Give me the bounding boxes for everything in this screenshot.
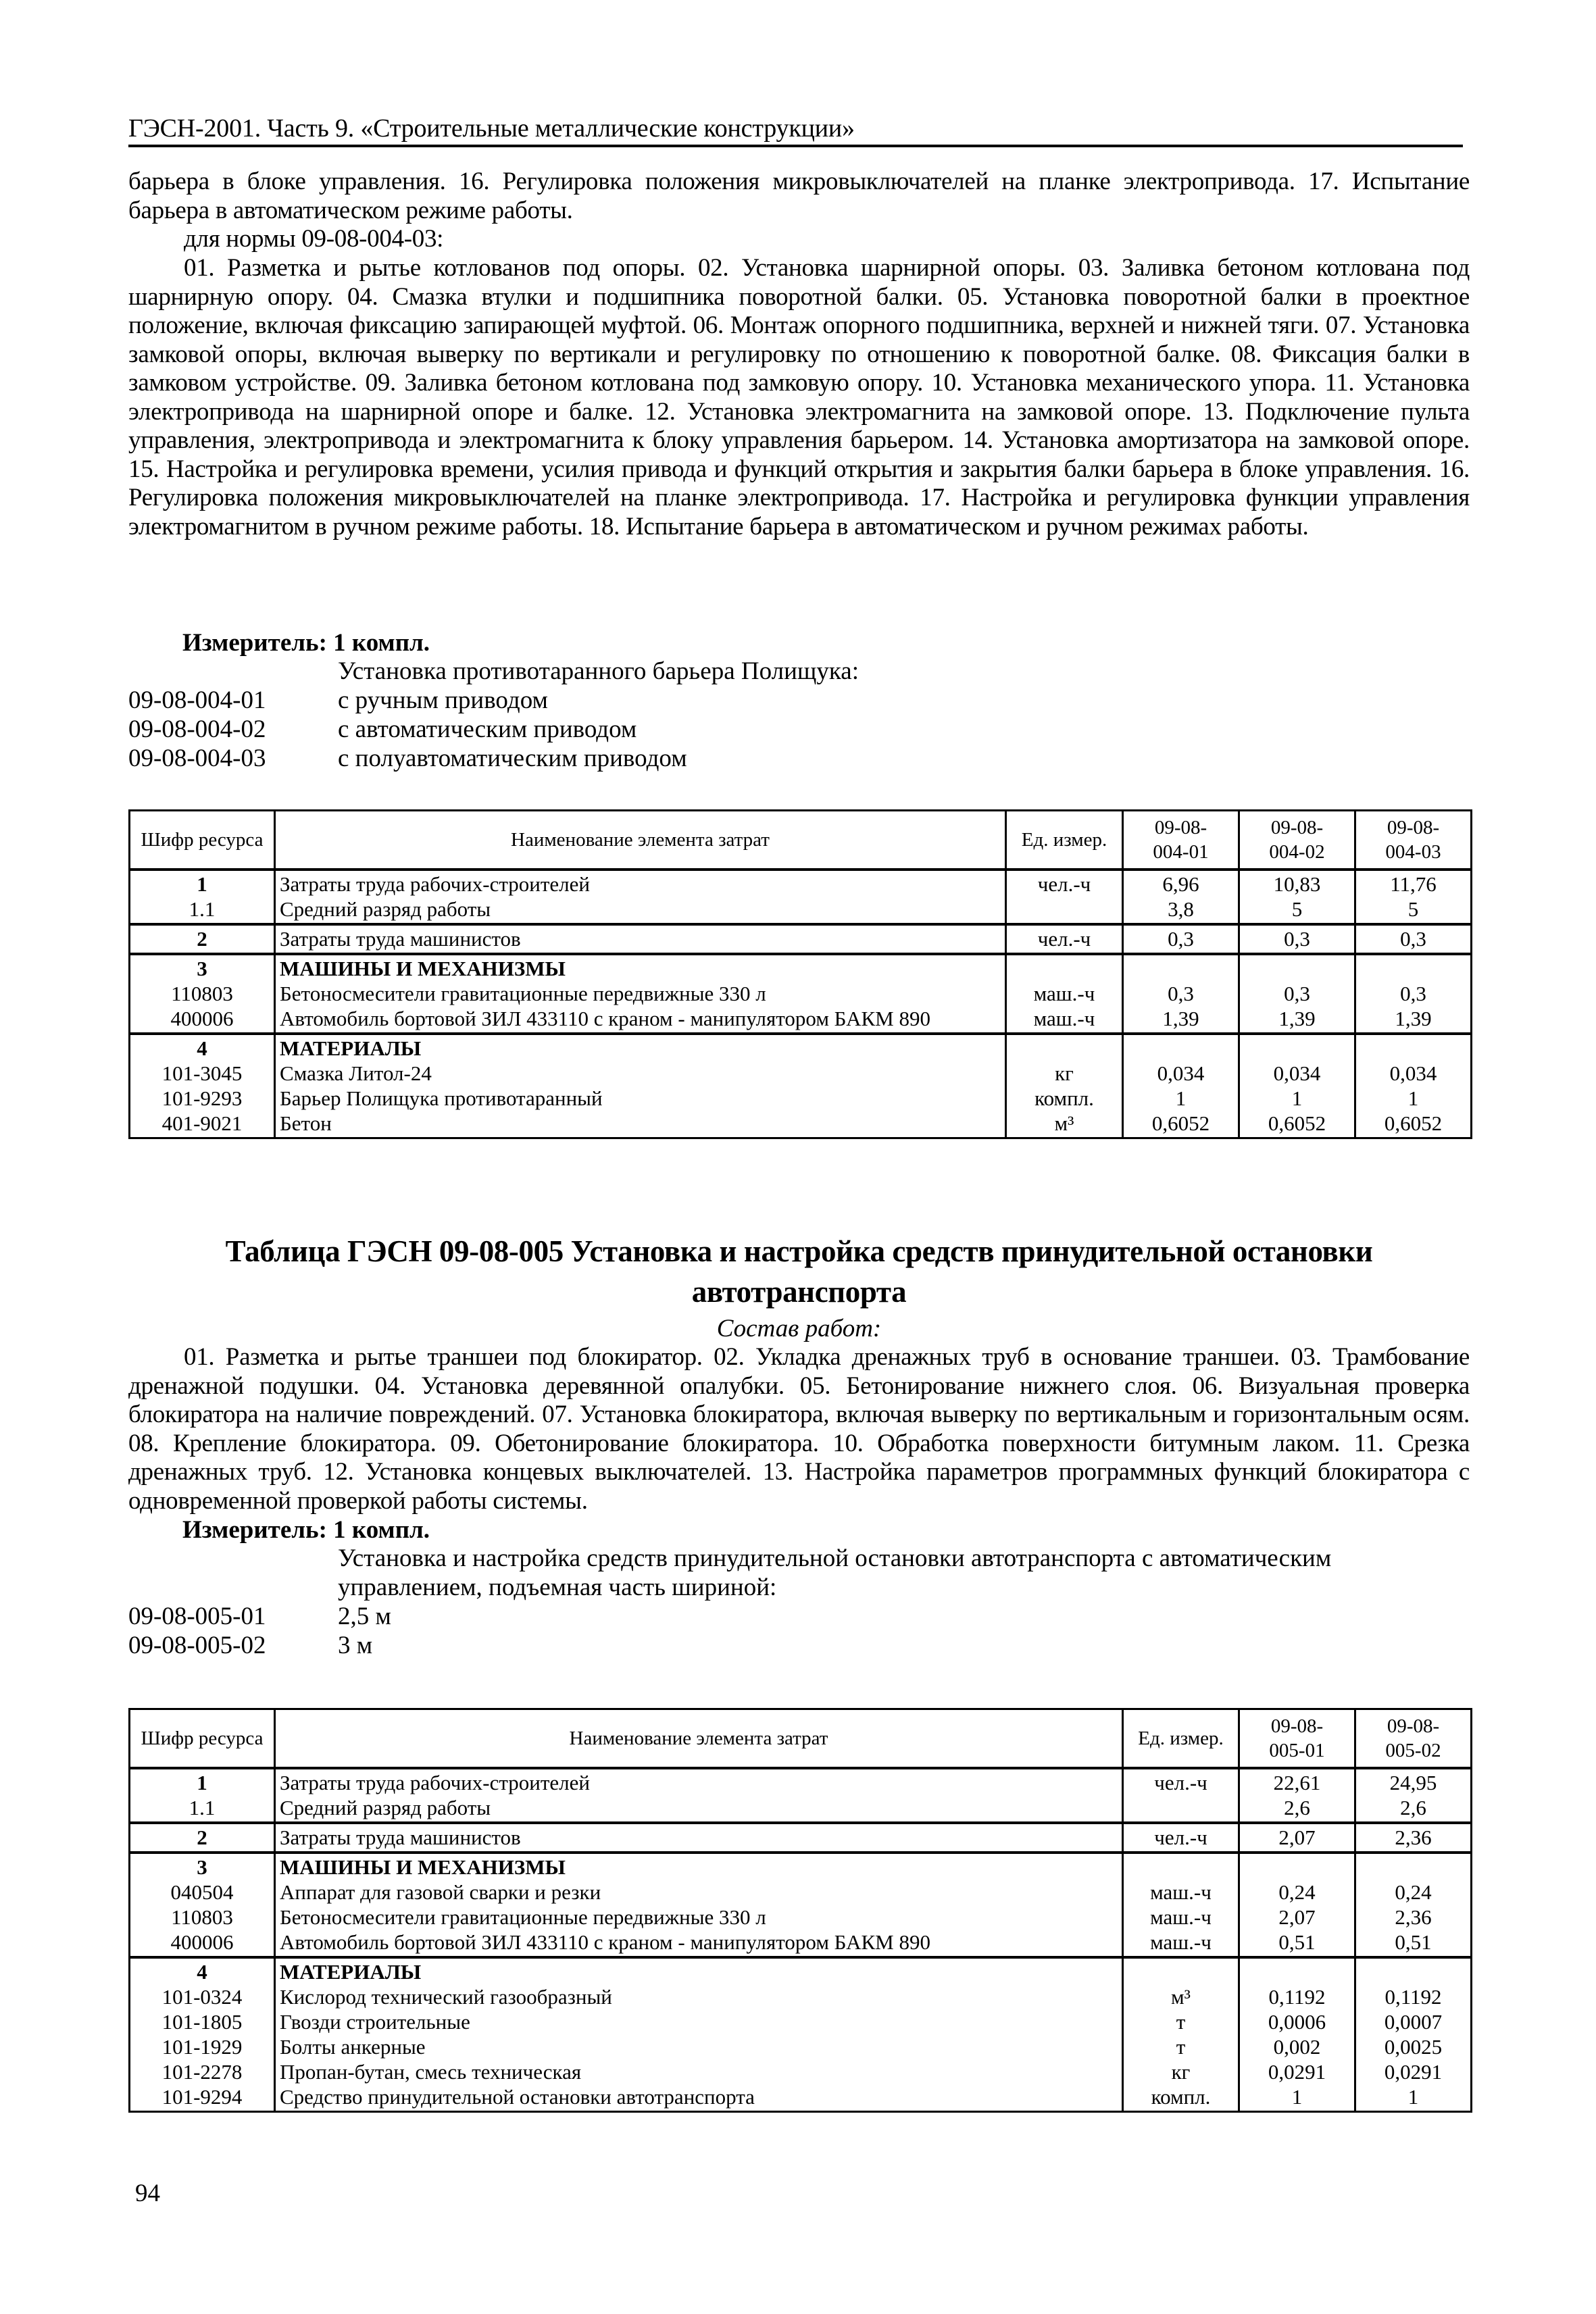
variant-label: с ручным приводом (338, 686, 548, 714)
composition-label: Состав работ: (716, 1315, 882, 1342)
table-row: 101-2278 Пропан-бутан, смесь техническая кг 0,0291 0,0291 (130, 2059, 1472, 2084)
variant-code: 09-08-004-03 (128, 745, 266, 772)
running-header: ГЭСН-2001. Часть 9. «Строительные металлические конструкции» (128, 114, 1463, 147)
page-number: 94 (135, 2180, 160, 2207)
table-row: 400006 Автомобиль бортовой ЗИЛ 433110 с краном - манипулятором БАКМ 890 маш.-ч 0,51 0,51 (130, 1930, 1472, 1957)
table-row: 2 Затраты труда машинистов чел.-ч 0,3 0,3 0,3 (130, 924, 1472, 954)
table-header-row (130, 1709, 1472, 1769)
col-header-norm: 09-08- 005-01 (1239, 1709, 1355, 1769)
table-row: 040504 Аппарат для газовой сварки и резки маш.-ч 0,24 0,24 (130, 1880, 1472, 1905)
norms-table-09-08-005 (128, 1708, 1472, 2113)
table-row: 110803 Бетоносмесители гравитационные передвижные 330 л маш.-ч 2,07 2,36 (130, 1905, 1472, 1930)
col-header-unit: Ед. измер. (1123, 1709, 1239, 1769)
table-section-row: 4 МАТЕРИАЛЫ (130, 1957, 1472, 1984)
meter-label-1: Измеритель: 1 компл. (182, 629, 430, 657)
variant-code: 09-08-005-02 (128, 1632, 266, 1659)
variant-label: с полуавтоматическим приводом (338, 745, 687, 772)
col-header-norm: 09-08- 004-02 (1239, 811, 1355, 870)
variant-code: 09-08-004-02 (128, 715, 266, 743)
table-group-materials (130, 1957, 1472, 2112)
table-row: 400006 Автомобиль бортовой ЗИЛ 433110 с краном - манипулятором БАКМ 890 маш.-ч 1,39 1,39 1,39 (130, 1006, 1472, 1034)
works-paragraph-004-03: 01. Разметка и рытье котлованов под опоры. 02. Установка шарнирной опоры. 03. Заливка бетоном котлована под шарнирную опору. 04. Смазка втулки и подшипника поворотной балки. 05. Установка поворотной балки в проектное положение, включая фиксацию запирающей муфтой. 06. Монтаж опорного подшипника, верхней и нижней тяги. 07. Установка замковой опоры, включая выверку по вертикали и регулировку по отношению к поворотной балке. 08. Фиксация балки в замковом устройстве. 09. Заливка бетоном котлована под замковую опору. 10. Установка механического упора. 11. Установка электропривода на шарнирной опоре и балке. 12. Установка электромагнита на замковой опоре. 13. Подключение пульта управления, электропривода и электромагнита к блоку управления барьером. 14. Установка амортизатора на замковой опоре. 15. Настройка и регулировка времени, усилия привода и функций открытия и закрытия балки барьера в блоке управления. 16. Регулировка положения микровыключателей на планке электропривода. 17. Настройка и регулировка функции управления электромагнитом в ручном режиме работы. 18. Испытание барьера в автоматическом и ручном режимах работы. (128, 254, 1470, 540)
col-header-norm: 09-08- 005-02 (1355, 1709, 1472, 1769)
variant-label: 3 м (338, 1632, 373, 1659)
table-section-row: 3 МАШИНЫ И МЕХАНИЗМЫ (130, 1853, 1472, 1880)
table-group-operators (130, 1823, 1472, 1853)
norm-label: для нормы 09-08-004-03: (184, 225, 444, 253)
continuation-paragraph: барьера в блоке управления. 16. Регулировка положения микровыключателей на планке электропривода. 17. Испытание барьера в автоматическом режиме работы. (128, 168, 1470, 224)
variant-row (128, 686, 548, 715)
variant-title-2: Установка и настройка средств принудительной остановки автотранспорта с автоматическим управлением, подъемная часть шириной: (338, 1544, 1332, 1601)
table-row: 101-1929 Болты анкерные т 0,002 0,0025 (130, 2034, 1472, 2059)
col-header-name: Наименование элемента затрат (275, 1709, 1123, 1769)
variant-label: с автоматическим приводом (338, 715, 637, 743)
table-row: 1.1 Средний разряд работы 2,6 2,6 (130, 1795, 1472, 1823)
table-row: 1 Затраты труда рабочих-строителей чел.-ч 6,96 10,83 11,76 (130, 870, 1472, 897)
table-row: 401-9021 Бетон м³ 0,6052 0,6052 0,6052 (130, 1111, 1472, 1138)
col-header-name: Наименование элемента затрат (275, 811, 1006, 870)
col-header-code: Шифр ресурса (130, 811, 275, 870)
table-group-labor (130, 1768, 1472, 1823)
table-row: 110803 Бетоносмесители гравитационные передвижные 330 л маш.-ч 0,3 0,3 0,3 (130, 981, 1472, 1006)
table-row: 101-9294 Средство принудительной остановки автотранспорта компл. 1 1 (130, 2084, 1472, 2112)
table-section-row: 4 МАТЕРИАЛЫ (130, 1034, 1472, 1061)
table-row: 1 Затраты труда рабочих-строителей чел.-ч 22,61 24,95 (130, 1768, 1472, 1795)
table-row: 101-1805 Гвозди строительные т 0,0006 0,0007 (130, 2009, 1472, 2034)
table-group-labor (130, 870, 1472, 924)
variant-code: 09-08-005-01 (128, 1603, 266, 1630)
table-group-materials (130, 1034, 1472, 1138)
variant-row (128, 715, 637, 745)
col-header-unit: Ед. измер. (1006, 811, 1123, 870)
table-group-machines (130, 1853, 1472, 1957)
table-row: 101-9293 Барьер Полищука противотаранный компл. 1 1 1 (130, 1086, 1472, 1111)
table-group-operators (130, 924, 1472, 954)
norms-table-09-08-004 (128, 809, 1472, 1139)
variant-title-1: Установка противотаранного барьера Полищука: (338, 657, 859, 685)
table-row: 1.1 Средний разряд работы 3,8 5 5 (130, 897, 1472, 924)
variant-row (128, 745, 687, 774)
variant-row (128, 1603, 391, 1632)
variant-code: 09-08-004-01 (128, 686, 266, 714)
variant-row (128, 1632, 372, 1661)
section-heading: Таблица ГЭСН 09-08-005 Установка и настройка средств принудительной остановки автотранспорта (225, 1234, 1373, 1309)
table-header-row (130, 811, 1472, 870)
col-header-code: Шифр ресурса (130, 1709, 275, 1769)
works-paragraph-005: 01. Разметка и рытье траншеи под блокиратор. 02. Укладка дренажных труб в основание траншеи. 03. Трамбование дренажной подушки. 04. Установка деревянной опалубки. 05. Бетонирование нижнего слоя. 06. Визуальная проверка блокиратора на наличие повреждений. 07. Установка блокиратора, включая выверку по вертикальным и горизонтальным осям. 08. Крепление блокиратора. 09. Обетонирование блокиратора. 10. Обработка поверхности битумным лаком. 11. Срезка дренажных труб. 12. Установка концевых выключателей. 13. Настройка параметров программных функций блокиратора с одновременной проверкой работы системы. (128, 1343, 1470, 1515)
col-header-norm: 09-08- 004-03 (1355, 811, 1472, 870)
table-row: 2 Затраты труда машинистов чел.-ч 2,07 2,36 (130, 1823, 1472, 1853)
table-row: 101-0324 Кислород технический газообразный м³ 0,1192 0,1192 (130, 1984, 1472, 2009)
variant-label: 2,5 м (338, 1603, 391, 1630)
col-header-norm: 09-08- 004-01 (1123, 811, 1239, 870)
table-group-machines (130, 954, 1472, 1034)
meter-label-2: Измеритель: 1 компл. (182, 1516, 430, 1544)
table-row: 101-3045 Смазка Литол-24 кг 0,034 0,034 0,034 (130, 1061, 1472, 1086)
table-section-row: 3 МАШИНЫ И МЕХАНИЗМЫ (130, 954, 1472, 981)
